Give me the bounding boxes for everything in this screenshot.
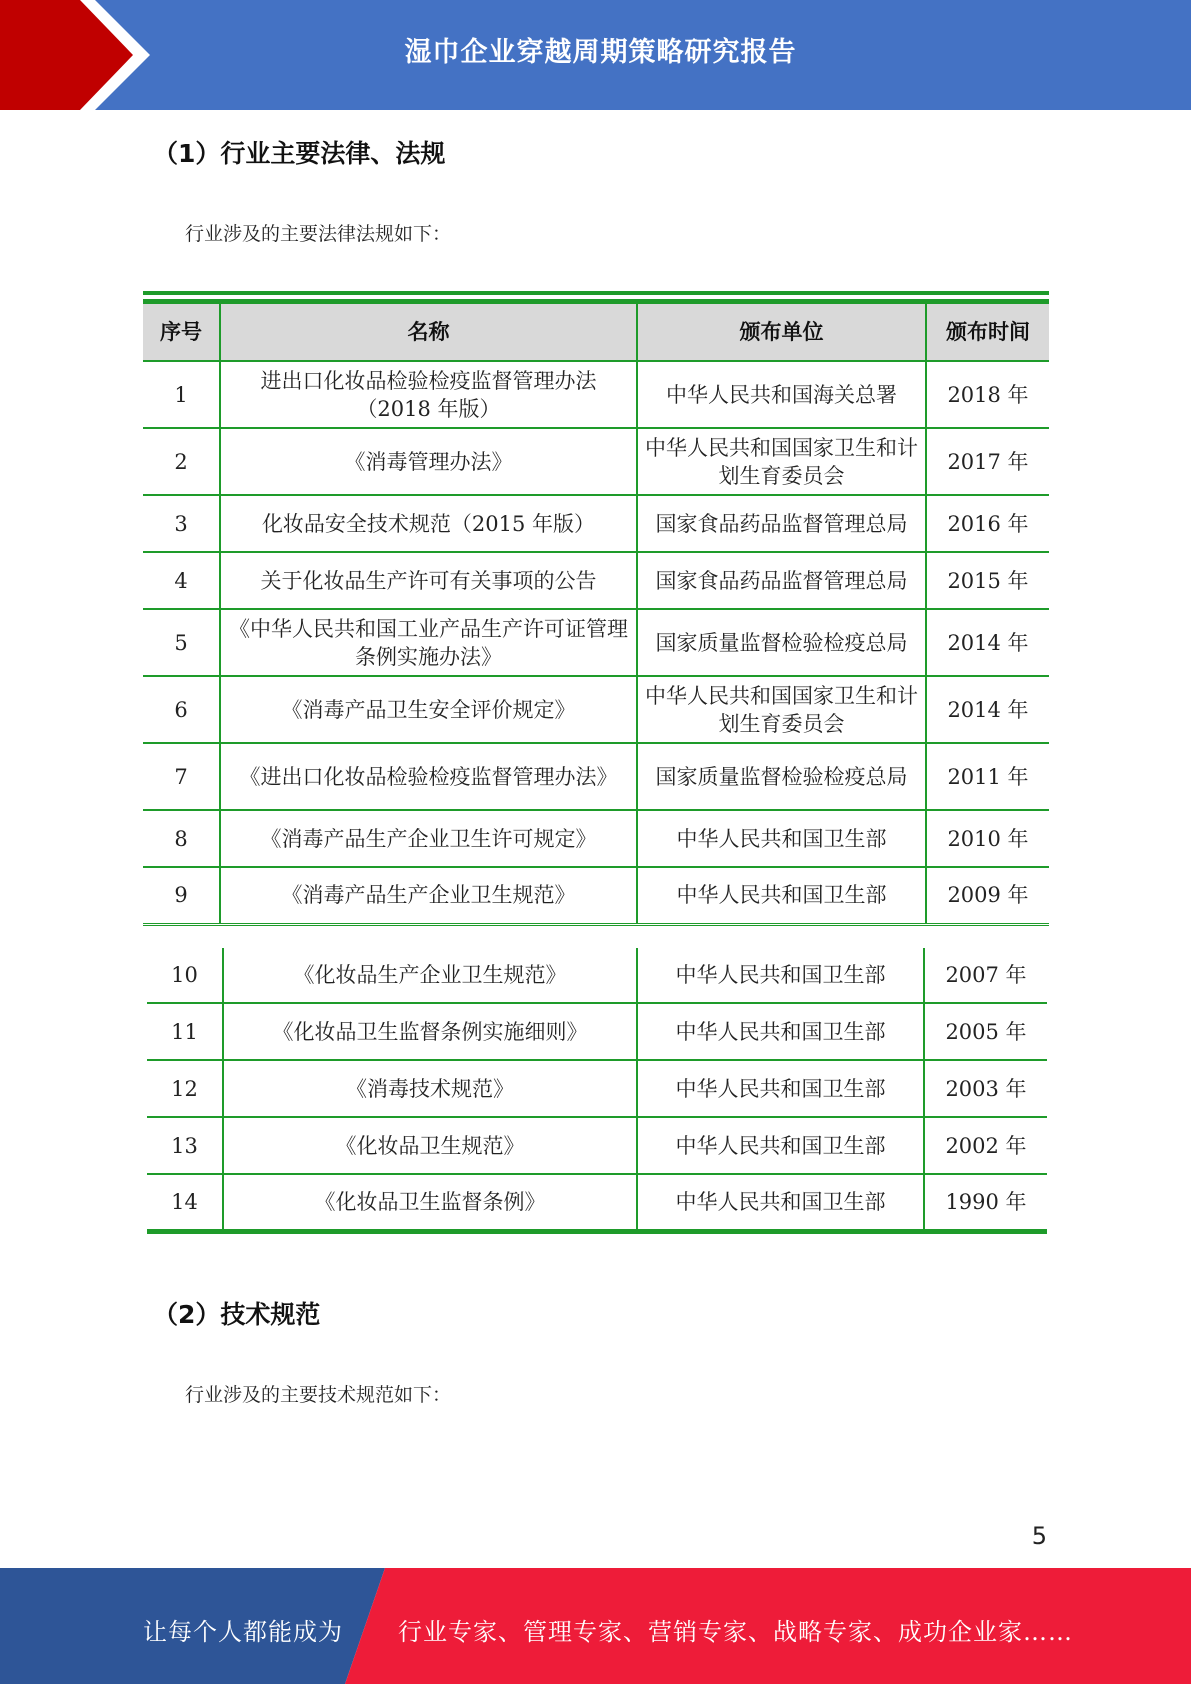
row-no: 7 <box>143 743 220 810</box>
intro-tech-specs: 行业涉及的主要技术规范如下： <box>185 1384 452 1406</box>
table-row <box>147 1060 1047 1117</box>
row-name: 关于化妆品生产许可有关事项的公告 <box>220 552 637 609</box>
row-name: 《消毒技术规范》 <box>223 1060 637 1117</box>
row-year: 2016 年 <box>926 495 1049 552</box>
row-name: 《消毒产品生产企业卫生许可规定》 <box>220 810 637 867</box>
table-row <box>143 552 1049 609</box>
row-org: 国家质量监督检验检疫总局 <box>637 609 926 676</box>
row-name: 《中华人民共和国工业产品生产许可证管理条例实施办法》 <box>220 609 637 676</box>
row-org: 国家食品药品监督管理总局 <box>637 552 926 609</box>
row-name: 《消毒产品卫生安全评价规定》 <box>220 676 637 743</box>
row-org: 中华人民共和国卫生部 <box>637 1117 924 1174</box>
row-org: 中华人民共和国卫生部 <box>637 867 926 924</box>
row-name: 《化妆品卫生监督条例实施细则》 <box>223 1003 637 1060</box>
table-header-row <box>143 302 1049 362</box>
table-row <box>143 361 1049 428</box>
row-org: 中华人民共和国卫生部 <box>637 810 926 867</box>
col-header-year: 颁布时间 <box>926 302 1049 362</box>
row-no: 5 <box>143 609 220 676</box>
row-year: 2014 年 <box>926 676 1049 743</box>
section-heading-tech-specs: （2）技术规范 <box>153 1300 321 1329</box>
row-no: 3 <box>143 495 220 552</box>
row-name: 《化妆品卫生监督条例》 <box>223 1174 637 1231</box>
row-year: 2017 年 <box>926 428 1049 495</box>
row-name: 《消毒产品生产企业卫生规范》 <box>220 867 637 924</box>
table-row <box>147 1003 1047 1060</box>
table-row <box>143 867 1049 924</box>
col-header-no: 序号 <box>143 302 220 362</box>
col-header-org: 颁布单位 <box>637 302 926 362</box>
row-name: 化妆品安全技术规范（2015 年版） <box>220 495 637 552</box>
page-number: 5 <box>1031 1522 1047 1550</box>
row-org: 中华人民共和国卫生部 <box>637 1060 924 1117</box>
row-org: 国家食品药品监督管理总局 <box>637 495 926 552</box>
section-heading-laws: （1）行业主要法律、法规 <box>153 139 446 168</box>
row-no: 1 <box>143 361 220 428</box>
row-org: 中华人民共和国国家卫生和计划生育委员会 <box>637 676 926 743</box>
row-org: 中华人民共和国卫生部 <box>637 1003 924 1060</box>
header-red-arrow-icon <box>0 0 160 110</box>
row-year: 2011 年 <box>926 743 1049 810</box>
laws-table <box>143 299 1049 926</box>
row-no: 10 <box>147 948 223 1003</box>
row-year: 2010 年 <box>926 810 1049 867</box>
row-no: 2 <box>143 428 220 495</box>
row-year: 2015 年 <box>926 552 1049 609</box>
row-no: 11 <box>147 1003 223 1060</box>
row-no: 8 <box>143 810 220 867</box>
laws-table-continued <box>147 948 1047 1234</box>
row-name: 《消毒管理办法》 <box>220 428 637 495</box>
row-no: 12 <box>147 1060 223 1117</box>
table-row <box>143 609 1049 676</box>
row-year: 2002 年 <box>924 1117 1047 1174</box>
row-no: 4 <box>143 552 220 609</box>
row-org: 中华人民共和国卫生部 <box>637 948 924 1003</box>
row-no: 9 <box>143 867 220 924</box>
footer-slogan-right: 行业专家、管理专家、营销专家、战略专家、成功企业家…… <box>398 1618 1073 1646</box>
row-name: 《化妆品生产企业卫生规范》 <box>223 948 637 1003</box>
row-org: 中华人民共和国海关总署 <box>637 361 926 428</box>
table-row <box>147 1117 1047 1174</box>
row-year: 2007 年 <box>924 948 1047 1003</box>
row-no: 14 <box>147 1174 223 1231</box>
row-year: 2009 年 <box>926 867 1049 924</box>
col-header-name: 名称 <box>220 302 637 362</box>
row-org: 中华人民共和国卫生部 <box>637 1174 924 1231</box>
row-year: 2014 年 <box>926 609 1049 676</box>
table-row <box>143 495 1049 552</box>
table-top-rule <box>143 291 1049 295</box>
table-row <box>143 428 1049 495</box>
table-row <box>143 743 1049 810</box>
table-row <box>143 676 1049 743</box>
row-name: 《进出口化妆品检验检疫监督管理办法》 <box>220 743 637 810</box>
row-name: 《化妆品卫生规范》 <box>223 1117 637 1174</box>
table-row <box>143 810 1049 867</box>
row-no: 13 <box>147 1117 223 1174</box>
row-year: 1990 年 <box>924 1174 1047 1231</box>
row-year: 2005 年 <box>924 1003 1047 1060</box>
row-org: 国家质量监督检验检疫总局 <box>637 743 926 810</box>
table-row <box>147 1174 1047 1231</box>
row-year: 2018 年 <box>926 361 1049 428</box>
row-org: 中华人民共和国国家卫生和计划生育委员会 <box>637 428 926 495</box>
row-name: 进出口化妆品检验检疫监督管理办法（2018 年版） <box>220 361 637 428</box>
table-row <box>147 948 1047 1003</box>
row-year: 2003 年 <box>924 1060 1047 1117</box>
report-title: 湿巾企业穿越周期策略研究报告 <box>404 37 797 68</box>
header-band <box>0 0 1191 110</box>
footer-slogan-left: 让每个人都能成为 <box>143 1618 343 1646</box>
row-no: 6 <box>143 676 220 743</box>
intro-laws: 行业涉及的主要法律法规如下： <box>185 223 452 245</box>
